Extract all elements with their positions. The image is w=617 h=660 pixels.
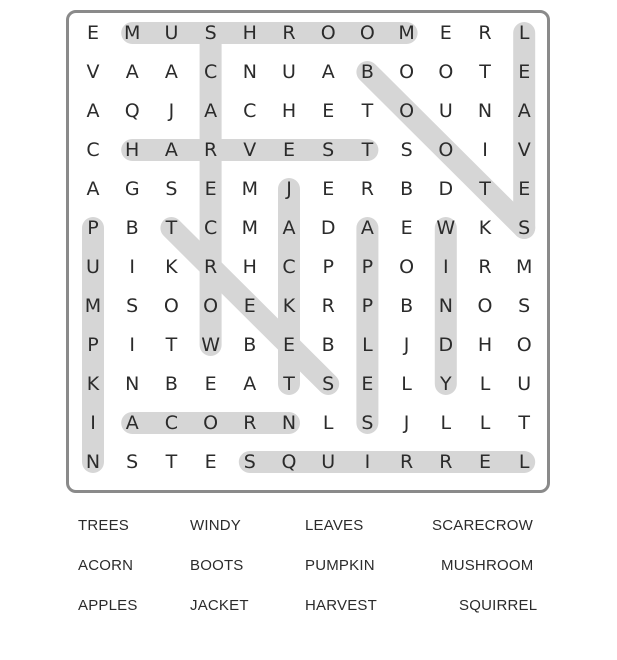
grid-letter[interactable]: N [125, 373, 140, 395]
grid-letter[interactable]: S [243, 451, 256, 473]
grid-letter[interactable]: U [164, 22, 179, 44]
grid-letter[interactable]: E [204, 178, 217, 200]
grid-letter[interactable]: L [518, 451, 530, 473]
grid-letter[interactable]: U [517, 373, 532, 395]
grid-letter[interactable]: R [282, 22, 296, 44]
grid-letter[interactable]: B [400, 178, 414, 200]
grid-letter[interactable]: U [86, 256, 100, 278]
grid-letter[interactable]: R [478, 256, 492, 278]
grid-letter[interactable]: O [399, 61, 415, 83]
grid-letter[interactable]: W [201, 334, 220, 356]
grid-letter[interactable]: S [126, 451, 139, 473]
grid-letter[interactable]: B [360, 61, 374, 83]
grid-letter[interactable]: R [243, 412, 257, 434]
grid-letter[interactable]: R [439, 451, 453, 473]
grid-letter[interactable]: S [518, 217, 531, 239]
grid-letter[interactable]: A [204, 100, 218, 122]
word-bank-item: APPLES [78, 597, 138, 614]
grid-letter[interactable]: O [477, 295, 493, 317]
grid-letter[interactable]: C [282, 256, 296, 278]
grid-letter[interactable]: O [399, 256, 415, 278]
word-bank-item: TREES [78, 517, 130, 534]
grid-letter[interactable]: N [85, 451, 101, 473]
grid-letter[interactable]: O [320, 22, 336, 44]
grid-letter[interactable]: B [243, 334, 257, 356]
grid-letter[interactable]: L [440, 412, 452, 434]
grid-letter[interactable]: O [203, 295, 219, 317]
grid-letter[interactable]: M [515, 256, 533, 278]
grid-letter[interactable]: M [241, 217, 259, 239]
grid-letter[interactable]: M [398, 22, 415, 44]
grid-letter[interactable]: V [243, 139, 257, 161]
grid-letter[interactable]: I [482, 139, 488, 161]
word-bank-item: SCARECROW [432, 517, 533, 534]
grid-letter[interactable]: B [164, 373, 178, 395]
grid-letter[interactable]: T [518, 412, 531, 434]
grid-letter[interactable]: A [164, 61, 178, 83]
grid-letter[interactable]: E [518, 178, 531, 200]
word-bank-item: JACKET [190, 597, 249, 614]
grid-letter[interactable]: P [87, 334, 99, 356]
grid-letter[interactable]: D [438, 334, 454, 356]
grid-letter[interactable]: A [86, 178, 100, 200]
grid-letter[interactable]: B [400, 295, 414, 317]
grid-letter[interactable]: T [479, 178, 491, 200]
grid-letter[interactable]: T [283, 373, 295, 395]
grid-letter[interactable]: A [86, 100, 100, 122]
grid-letter[interactable]: S [400, 139, 413, 161]
grid-letter[interactable]: L [322, 412, 334, 434]
grid-letter[interactable]: I [129, 334, 136, 356]
grid-letter[interactable]: W [436, 217, 456, 239]
grid-letter[interactable]: R [203, 256, 218, 278]
grid-letter[interactable]: E [282, 139, 296, 161]
grid-letter[interactable]: U [321, 451, 336, 473]
grid-letter[interactable]: E [204, 451, 217, 473]
grid-letter[interactable]: C [243, 100, 257, 122]
word-bank-item: WINDY [190, 517, 241, 534]
grid-letter[interactable]: V [517, 139, 531, 161]
grid-letter[interactable]: V [86, 61, 100, 83]
grid-letter[interactable]: K [478, 217, 492, 239]
grid-letter[interactable]: A [125, 61, 139, 83]
grid-letter[interactable]: L [479, 373, 491, 395]
grid-letter[interactable]: S [518, 295, 531, 317]
grid-letter[interactable]: U [438, 100, 453, 122]
grid-letter[interactable]: H [125, 139, 140, 161]
grid-letter[interactable]: H [242, 22, 257, 44]
grid-letter[interactable]: O [203, 412, 219, 434]
grid-letter[interactable]: D [438, 178, 454, 200]
word-bank-item: LEAVES [305, 517, 364, 534]
grid-letter[interactable]: C [203, 217, 218, 239]
grid-letter[interactable]: H [242, 256, 257, 278]
grid-letter[interactable]: D [320, 217, 336, 239]
grid-letter[interactable]: J [403, 334, 410, 356]
grid-letter[interactable]: E [243, 295, 256, 317]
grid-letter[interactable]: A [321, 61, 335, 83]
grid-letter[interactable]: B [125, 217, 139, 239]
grid-letter[interactable]: T [361, 100, 374, 122]
word-bank-item: MUSHROOM [441, 557, 534, 574]
grid-letter[interactable]: E [204, 373, 217, 395]
grid-letter[interactable]: O [359, 22, 375, 44]
grid-letter[interactable]: R [478, 22, 492, 44]
grid-letter[interactable]: O [399, 100, 415, 122]
grid-letter[interactable]: E [478, 451, 492, 473]
grid-letter[interactable]: S [361, 412, 374, 434]
grid-letter[interactable]: Q [124, 100, 140, 122]
word-bank-item: ACORN [78, 557, 134, 574]
grid-letter[interactable]: C [203, 61, 218, 83]
grid-letter[interactable]: C [86, 139, 100, 161]
grid-letter[interactable]: E [439, 22, 452, 44]
grid-letter[interactable]: A [243, 373, 257, 395]
grid-letter[interactable]: P [361, 295, 374, 317]
word-bank-item: BOOTS [190, 557, 244, 574]
grid-letter[interactable]: O [438, 139, 454, 161]
grid-letter[interactable]: M [123, 22, 141, 44]
grid-letter[interactable]: B [321, 334, 335, 356]
grid-letter[interactable]: A [360, 217, 374, 239]
grid-letter[interactable]: T [165, 334, 178, 356]
grid-letter[interactable]: T [165, 451, 178, 473]
grid-letter[interactable]: J [403, 412, 410, 434]
grid-letter[interactable]: R [203, 139, 218, 161]
grid-letter[interactable]: L [518, 22, 530, 44]
word-bank-item: PUMPKIN [305, 557, 375, 574]
grid-letter[interactable]: P [87, 217, 99, 239]
grid-letter[interactable]: O [438, 61, 454, 83]
grid-letter[interactable]: S [204, 22, 217, 44]
grid-letter[interactable]: A [125, 412, 139, 434]
grid-letter[interactable]: E [400, 217, 413, 239]
grid-letter[interactable]: E [518, 61, 531, 83]
grid-letter[interactable]: L [401, 373, 412, 395]
grid-letter[interactable]: P [361, 256, 374, 278]
grid-letter[interactable]: T [361, 139, 374, 161]
grid-letter[interactable]: R [360, 178, 375, 200]
grid-letter[interactable]: A [517, 100, 531, 122]
grid-letter[interactable]: K [165, 256, 178, 278]
grid-letter[interactable]: G [124, 178, 140, 200]
grid-letter[interactable]: T [165, 217, 178, 239]
grid-letter[interactable]: K [282, 295, 296, 317]
grid-letter[interactable]: I [129, 256, 136, 278]
grid-letter[interactable]: S [165, 178, 178, 200]
grid-letter[interactable]: M [84, 295, 102, 317]
grid-letter[interactable]: A [282, 217, 296, 239]
grid-letters [85, 22, 533, 473]
grid-letter[interactable]: A [164, 139, 178, 161]
grid-letter[interactable]: N [281, 412, 297, 434]
grid-letter[interactable]: C [164, 412, 179, 434]
grid-letter[interactable]: L [479, 412, 491, 434]
grid-letter[interactable]: S [322, 139, 335, 161]
grid-letter[interactable]: E [361, 373, 374, 395]
grid-letter[interactable]: S [126, 295, 139, 317]
grid-letter[interactable]: K [86, 373, 100, 395]
grid-letter[interactable]: L [362, 334, 373, 356]
grid-letter[interactable]: E [322, 100, 335, 122]
grid-letter[interactable]: H [477, 334, 493, 356]
grid-letter[interactable]: I [364, 451, 371, 473]
grid-letter[interactable]: U [282, 61, 296, 83]
word-bank-item: SQUIRREL [459, 597, 538, 614]
grid-letter[interactable]: J [286, 178, 292, 200]
grid-letter[interactable]: N [438, 295, 453, 317]
found-word-highlights [93, 33, 524, 462]
grid-letter[interactable]: N [477, 100, 493, 122]
grid-letter[interactable]: I [442, 256, 449, 278]
grid-letter[interactable]: N [242, 61, 257, 83]
grid-letter[interactable]: H [281, 100, 297, 122]
grid-letter[interactable]: J [168, 100, 175, 122]
grid-letter[interactable]: E [86, 22, 100, 44]
grid-letter[interactable]: R [399, 451, 414, 473]
grid-letter[interactable]: Q [281, 451, 297, 473]
grid-letter[interactable]: S [322, 373, 335, 395]
grid-letter[interactable]: I [90, 412, 96, 434]
grid-letter[interactable]: T [479, 61, 491, 83]
grid-letter[interactable]: Y [439, 373, 452, 395]
grid-letter[interactable]: M [241, 178, 259, 200]
grid-letter[interactable]: E [322, 178, 335, 200]
grid-letter[interactable]: O [516, 334, 532, 356]
grid-letter[interactable]: E [282, 334, 296, 356]
grid-letter[interactable]: O [163, 295, 179, 317]
word-bank-item: HARVEST [305, 597, 377, 614]
grid-letter[interactable]: R [321, 295, 335, 317]
grid-letter[interactable]: P [322, 256, 334, 278]
